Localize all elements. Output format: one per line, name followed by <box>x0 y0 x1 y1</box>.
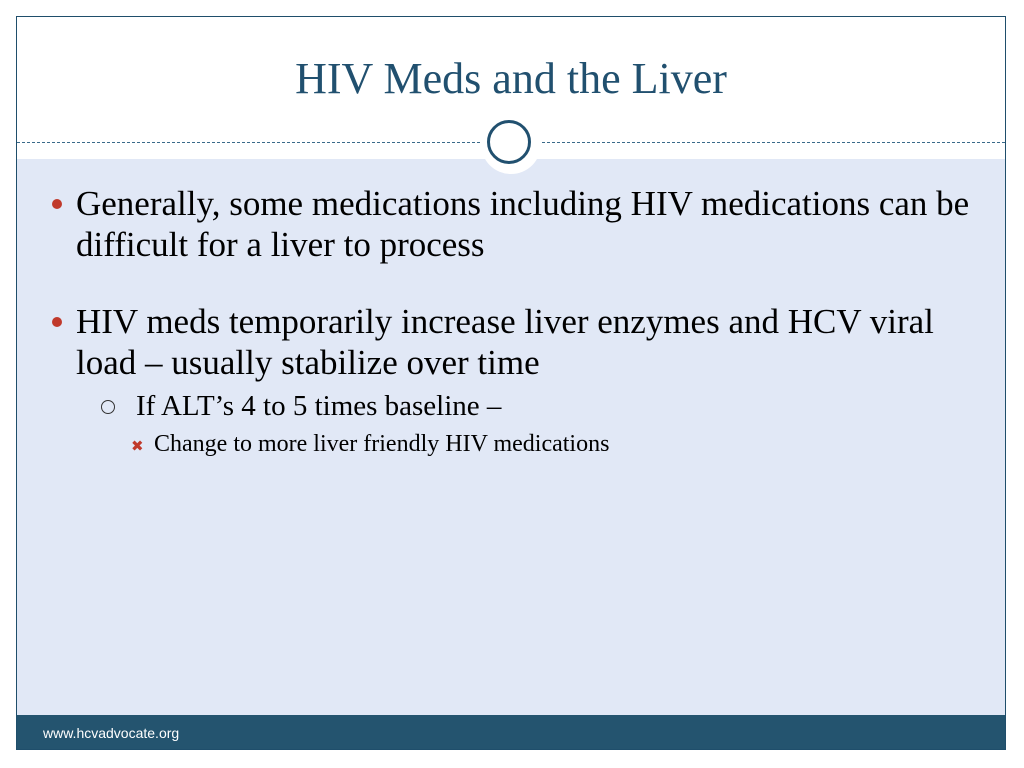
filled-dot-icon <box>52 199 62 209</box>
slide <box>16 16 1006 750</box>
filled-dot-icon <box>52 317 62 327</box>
hollow-circle-icon <box>101 400 115 414</box>
slide-content <box>49 183 989 459</box>
slide-title: HIV Meds and the Liver <box>295 54 727 103</box>
circle-ring-icon <box>487 120 531 164</box>
bullet-text: HIV meds temporarily increase liver enzymes and HCV viral load – usually stabilize over time <box>76 302 934 382</box>
bullet-item <box>49 183 989 265</box>
star-bullet-icon: ✖ <box>131 437 144 455</box>
bullet-text: Generally, some medications including HIV medications can be difficult for a liver to process <box>76 184 970 264</box>
sub-sub-bullet-item <box>49 429 989 459</box>
footer-website: www.hcvadvocate.org <box>43 725 180 741</box>
sub-sub-bullet-text: Change to more liver friendly HIV medications <box>154 431 610 457</box>
bullet-item <box>49 301 989 383</box>
sub-bullet-text: If ALT’s 4 to 5 times baseline – <box>136 390 502 422</box>
footer-bar <box>17 715 1005 750</box>
bullet-spacer <box>49 265 989 301</box>
sub-bullet-item <box>49 389 989 423</box>
